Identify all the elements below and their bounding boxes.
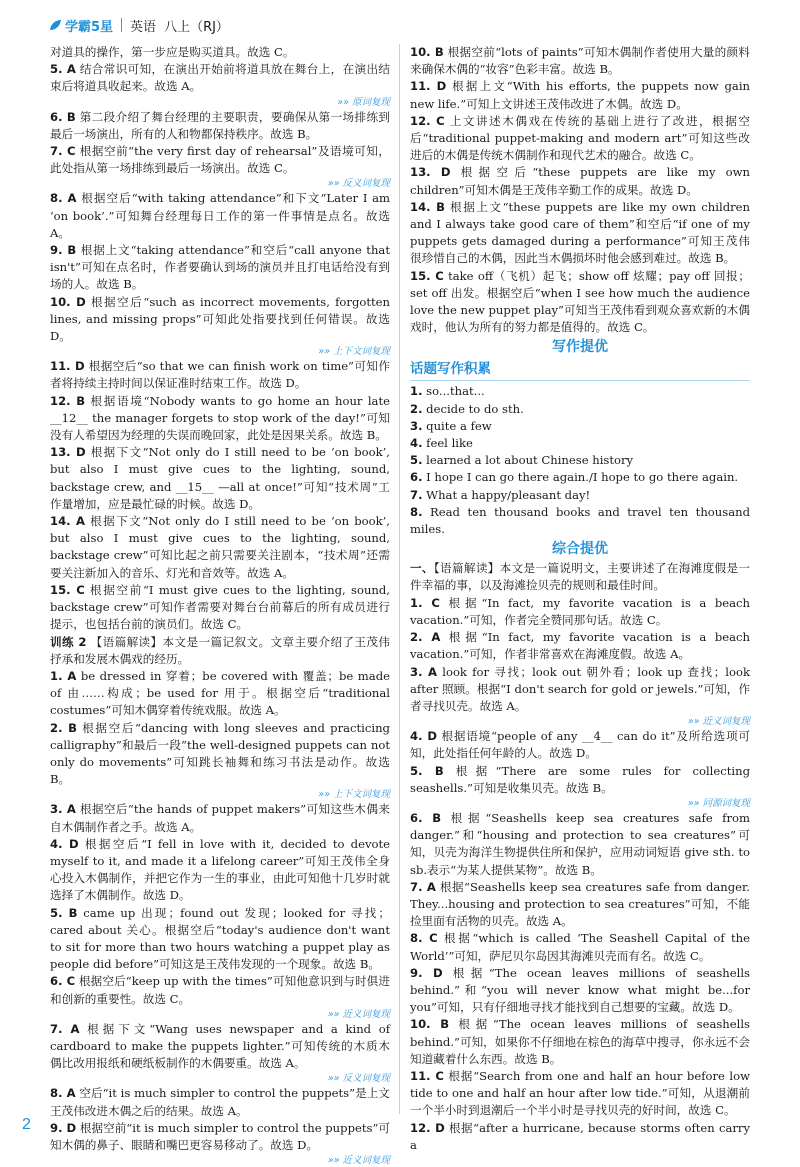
answer-item [50, 1085, 390, 1119]
answer-number: 14. A [50, 514, 85, 529]
answer-text: 根据空前“lots of paints”可知木偶制作者使用大量的颜料来确保木偶的“妆容”色彩丰富。故选 B。 [410, 45, 750, 77]
answer-number: 14. B [410, 199, 445, 214]
answer-item [50, 242, 390, 294]
answer-text: 根据空后“the hands of puppet makers”可知这些木偶来自木偶制作者之手。故选 A。 [50, 802, 390, 834]
answer-text: 【语篇解读】本文是一篇说明文，主要讲述了在海滩度假是一件幸福的事，以及海滩捡贝壳的规则和最佳时间。 [410, 561, 750, 593]
grade-label: 八上（RJ） [164, 19, 229, 35]
answer-number: 13. D [50, 445, 86, 460]
answer-number: 5. B [50, 905, 78, 920]
answer-item [410, 1016, 750, 1068]
answer-text: Read ten thousand books and travel ten thousand miles. [410, 504, 750, 537]
answer-number: 15. C [50, 582, 85, 597]
answer-item [410, 879, 750, 931]
answer-number: 12. D [410, 1120, 445, 1135]
answer-text: 根据下文“Not only do I still need to be ‘on book’, but also I must give cues to the lighting, sound, backstage crew”可知比起之前只需要关注剧本，“技术周”还需要关注新加入的音乐、灯光和音效等。故选 A。 [50, 514, 390, 580]
answer-text: 根据“Seashells keep sea creatures safe from danger.”和“housing and protection to sea creatures”可知，贝壳为海洋生物提供住所和保护，应用动词短语 give sth. to sb.表示“为某人提供某物”。故选 B。 [410, 810, 750, 877]
answer-number: 13. D [410, 165, 451, 180]
answer-item [50, 393, 390, 445]
review-tag: »» 近义词复现 [410, 715, 750, 728]
answer-number: 4. D [410, 729, 437, 744]
answer-number: 2. [410, 401, 423, 416]
answer-text: look for 寻找；look out 朝外看；look up 查找；look after 照顾。根据“I don't search for gold or jewels.”可知，作者寻找贝壳。故选 A。 [410, 664, 750, 713]
answer-text: feel like [422, 436, 473, 451]
right-column [410, 44, 750, 1154]
answer-text: 根据“Search from one and half an hour before low tide to one and half an hour after low tide.”可知，从退潮前一个半小时到退潮后一个半小时是寻找贝壳的好时间，故选 C。 [410, 1068, 750, 1118]
answer-number: 7. A [50, 1021, 80, 1036]
answer-text: so...that... [422, 384, 485, 399]
answer-text: came up 出现；found out 发现；looked for 寻找；cared about 关心。根据空后“today's audience don't want to sit for more than two hours watching a puppet play as people did before”可知这是王茂伟发现的一个现象。故选 B。 [50, 905, 390, 972]
answer-number: 12. C [410, 113, 445, 128]
answer-number: 5. A [50, 62, 76, 77]
answer-item [410, 487, 750, 504]
answer-text: 空后“it is much simpler to control the puppets”是上文王茂伟改进木偶之后的结果。故选 A。 [50, 1086, 390, 1118]
answer-item [410, 810, 750, 879]
subject-label: 英语 [130, 19, 157, 35]
answer-text: 根据空后“with taking attendance”和下文“Later I am ‘on book’.”可知舞台经理每日工作的第一件事情是点名。故选 A。 [50, 191, 391, 240]
answer-number: 11. C [410, 1068, 444, 1083]
answer-item [50, 109, 390, 143]
answer-item [50, 143, 390, 177]
answer-item [410, 383, 750, 400]
page-number: 2 [22, 1116, 31, 1133]
answer-item [410, 78, 750, 112]
answer-number: 8. A [50, 1086, 76, 1101]
answer-text: 根据下文“Not only do I still need to be ‘on book’, but also I must give cues to the lighting, sound, backstage crew, and __15__ —all at once!”可知“技术周”工作量增加，应是最忙碌的时候。故选 D。 [50, 445, 390, 511]
page-header [48, 12, 752, 38]
answer-text: 根据“Seashells keep sea creatures safe from danger. They...housing and protection to sea creatures”可知，不能捡里面有活物的贝壳。故选 A。 [410, 879, 750, 929]
answer-text: 根据空后“such as incorrect movements, forgotten lines, and missing props”可知此处指要找到任何错误。故选 D。 [50, 294, 391, 344]
answer-number: 9. D [410, 965, 443, 980]
answer-number: 训练 2 [50, 634, 87, 649]
answer-item [50, 190, 390, 242]
answer-number: 3. A [50, 802, 76, 817]
answer-item [410, 418, 750, 435]
answer-item [410, 728, 750, 762]
answer-item [50, 801, 390, 835]
answer-text: 根据上文“With his efforts, the puppets now gain new life.”可知上文讲述王茂伟改进了木偶。故选 D。 [410, 79, 750, 111]
review-tag: »» 反义词复现 [50, 1072, 390, 1085]
answer-number: 11. D [410, 79, 447, 94]
answer-item [410, 504, 750, 538]
answer-text: 根据语境“people of any __4__ can do it”及所给选项可知，此处指任何年龄的人。故选 D。 [410, 729, 750, 761]
answer-item [50, 358, 390, 392]
answer-text: 根据空后“so that we can finish work on time”可知作者将持续主持时间以保证准时结束工作。故选 D。 [50, 359, 390, 391]
review-tag: »» 近义词复现 [50, 1154, 390, 1167]
answer-text: 根据“The ocean leaves millions of seashells behind.”和“you will never know what might be...for you”可知，只有仔细地寻找才能找到自己想要的宝藏。故选 D。 [410, 965, 750, 1015]
answer-text: 对道具的操作，第一步应是购买道具。故选 C。 [50, 45, 295, 59]
answer-number: 7. C [50, 144, 76, 159]
answer-number: 11. D [50, 359, 85, 374]
answer-item [410, 1120, 750, 1154]
answer-text: 根据下文“Wang uses newspaper and a kind of cardboard to make the puppets lighter.”可知传统的木质木偶比改用报纸和硬纸板制作的木偶要重。故选 A。 [50, 1021, 390, 1071]
answer-item [410, 401, 750, 418]
answer-number: 9. D [50, 1120, 77, 1135]
answer-number: 9. B [50, 243, 77, 258]
answer-text: What a happy/pleasant day! [422, 487, 591, 502]
answer-item [410, 763, 750, 797]
answer-item [50, 634, 390, 668]
left-column [50, 44, 390, 1167]
answer-number: 1. [410, 384, 423, 399]
answer-item [410, 164, 750, 198]
answer-item [50, 1120, 390, 1154]
answer-item [50, 1021, 390, 1073]
answer-item [410, 629, 750, 663]
answer-item [50, 61, 390, 95]
review-tag: »» 上下文词复现 [50, 788, 390, 801]
answer-text: 根据空后“keep up with the times”可知他意识到与时俱进和创新的重要性。故选 C。 [50, 974, 390, 1006]
answer-text: 根据上文“taking attendance”和空后“call anyone that isn't”可知在点名时，作者要确认到场的演员并且打电话给没有到场的人。故选 B。 [50, 243, 390, 292]
answer-number: 8. [410, 504, 423, 519]
answer-number: 7. A [410, 879, 436, 894]
answer-text: 根据空后“I fell in love with it, decided to devote myself to it, and made it a lifelong career”可知王茂伟全身心投入木偶制作，并把它作为一生的事业，由此可知他十几岁时就选择了木偶制作。故选 D。 [50, 836, 390, 903]
answer-text: 根据“The ocean leaves millions of seashells behind.”可知，如果你不仔细地在棕色的海草中搜寻，你永远不会知道藏着什么东西。故选 B。 [410, 1017, 751, 1066]
answer-number: 1. A [50, 668, 77, 683]
answer-number: 10. B [410, 1017, 450, 1032]
answer-item [410, 199, 750, 268]
answer-item [50, 668, 390, 720]
column-divider [399, 44, 400, 1114]
answer-item [410, 452, 750, 469]
answer-number: 6. C [50, 974, 76, 989]
answer-text: 根据语境“Nobody wants to go home an hour late __12__ the manager forgets to stop work of the day!”可知没有人希望因为经理的失误而晚回家，此处是因果关系。故选 B。 [50, 393, 390, 443]
answer-text: 根据“There are some rules for collecting seashells.”可知是收集贝壳。故选 B。 [410, 763, 750, 795]
answer-text: 根据空后“dancing with long sleeves and practicing calligraphy”和最后一段“the well-designed puppets can not only do movements”可知跳长袖舞和练习书法是动作。故选 B。 [50, 720, 390, 787]
brand-name: 学霸5星 [65, 19, 114, 35]
review-tag: »» 上下文词复现 [50, 345, 390, 358]
answer-item [410, 435, 750, 452]
answer-item [50, 444, 390, 513]
answer-text: 根据“In fact, my favorite vacation is a beach vacation.”可知，作者非常喜欢在海滩度假。故选 A。 [410, 630, 751, 662]
answer-number: 4. D [50, 836, 79, 851]
answer-text: learned a lot about Chinese history [422, 453, 634, 468]
answer-item [410, 965, 750, 1017]
answer-text: 根据上文“these puppets are like my own children and I always take good care of them”和空后“if one of my puppets gets damaged during a performance”可知王茂伟很珍惜自己的木偶，因此当木偶损坏时他会感到难过。故选 B。 [410, 199, 750, 266]
answer-item [50, 720, 390, 789]
answer-item [410, 930, 750, 964]
header-divider [121, 18, 122, 32]
answer-number: 10. D [50, 294, 86, 309]
answer-text: 根据空前“it is much simpler to control the puppets”可知木偶的鼻子、眼睛和嘴巴更容易移动了。故选 D。 [50, 1120, 390, 1152]
answer-number: 1. C [410, 595, 440, 610]
answer-item [410, 664, 750, 716]
answer-number: 3. [410, 418, 423, 433]
answer-item [50, 294, 390, 346]
answer-number: 3. A [410, 664, 438, 679]
answer-number: 6. [410, 470, 423, 485]
answer-number: 10. B [410, 45, 444, 59]
section-title: 写作提优 [552, 339, 608, 356]
answer-item [410, 268, 750, 337]
review-tag: »» 同源词复现 [410, 797, 750, 810]
section-title: 综合提优 [552, 541, 608, 558]
answer-item [410, 44, 750, 78]
answer-text: quite a few [422, 418, 492, 433]
answer-text: 结合常识可知，在演出开始前将道具放在舞台上，在演出结束后将道具收起来。故选 A。 [50, 62, 390, 94]
answer-item [410, 1068, 750, 1120]
answer-item [410, 469, 750, 486]
answer-item [50, 582, 390, 634]
answer-number: 12. B [50, 393, 86, 408]
answer-number: 15. C [410, 268, 444, 283]
brand-leaf-icon [48, 18, 62, 32]
answer-text: 根据空前“the very first day of rehearsal”及语境可知，此处指从第一场排练到最后一场演出。故选 C。 [50, 144, 390, 176]
answer-text: 上文讲述木偶戏在传统的基础上进行了改进，根据空后“traditional puppet-making and modern art”可知这些改进后的木偶是传统木偶制作和现代艺术的融合。故选 C。 [410, 113, 750, 163]
brand-logo [48, 16, 113, 35]
answer-text: 根据“after a hurricane, because storms often carry a [410, 1120, 751, 1152]
answer-number: 2. A [410, 630, 441, 645]
answer-text: 根据“which is called ‘The Seashell Capital of the World’”可知，萨尼贝尔岛因其海滩贝壳而有名。故选 C。 [410, 931, 750, 963]
answer-text: 根据空前“I must give cues to the lighting, sound, backstage crew”可知作者需要对舞台台前幕后的所有成员进行提示，也包括台前的演员们。故选 C。 [50, 582, 390, 632]
subsection-title: 话题写作积累 [410, 358, 750, 381]
answer-item [50, 836, 390, 905]
answer-text: 【语篇解读】本文是一篇记叙文。文章主要介绍了王茂伟抒承和发展木偶戏的经历。 [50, 634, 391, 666]
answer-item [50, 44, 390, 61]
answer-item [410, 560, 750, 594]
answer-text: take off（飞机）起飞；show off 炫耀；pay off 回报；set off 出发。根据空后“when I see how much the audience love the new puppet play”可知当王茂伟看到观众喜欢新的木偶戏时，他认为所有的努力都是值得的。故选 C。 [410, 268, 750, 335]
review-tag: »» 近义词复现 [50, 1008, 390, 1021]
answer-text: 根据空后“these puppets are like my own children”可知木偶是王茂伟辛勤工作的成果。故选 D。 [410, 165, 751, 197]
review-tag: »» 反义词复现 [50, 177, 390, 190]
answer-number: 6. B [410, 810, 442, 825]
answer-number: 4. [410, 436, 423, 451]
answer-item [50, 973, 390, 1007]
review-tag: »» 原词复现 [50, 96, 390, 109]
answer-number: 一、 [410, 561, 434, 576]
answer-item [410, 113, 750, 165]
answer-item [50, 905, 390, 974]
answer-item [50, 513, 390, 582]
answer-text: decide to do sth. [422, 401, 524, 416]
answer-number: 6. B [50, 109, 76, 124]
answer-text: 根据“In fact, my favorite vacation is a beach vacation.”可知，作者完全赞同那句话。故选 C。 [410, 595, 750, 627]
answer-number: 8. A [50, 191, 77, 206]
answer-text: I hope I can go there again./I hope to go there again. [422, 470, 739, 485]
answer-number: 5. [410, 453, 423, 468]
answer-number: 7. [410, 487, 423, 502]
answer-item [410, 595, 750, 629]
answer-number: 5. B [410, 763, 444, 778]
answer-number: 2. B [50, 720, 77, 735]
answer-text: 第二段介绍了舞台经理的主要职责，要确保从第一场排练到最后一场演出，所有的人和物都保持秩序。故选 B。 [50, 109, 390, 141]
answer-text: be dressed in 穿着；be covered with 覆盖；be made of 由……构成；be used for 用于。根据空后“traditional costumes”可知木偶穿着传统戏服。故选 A。 [50, 668, 390, 718]
answer-number: 8. C [410, 931, 438, 946]
